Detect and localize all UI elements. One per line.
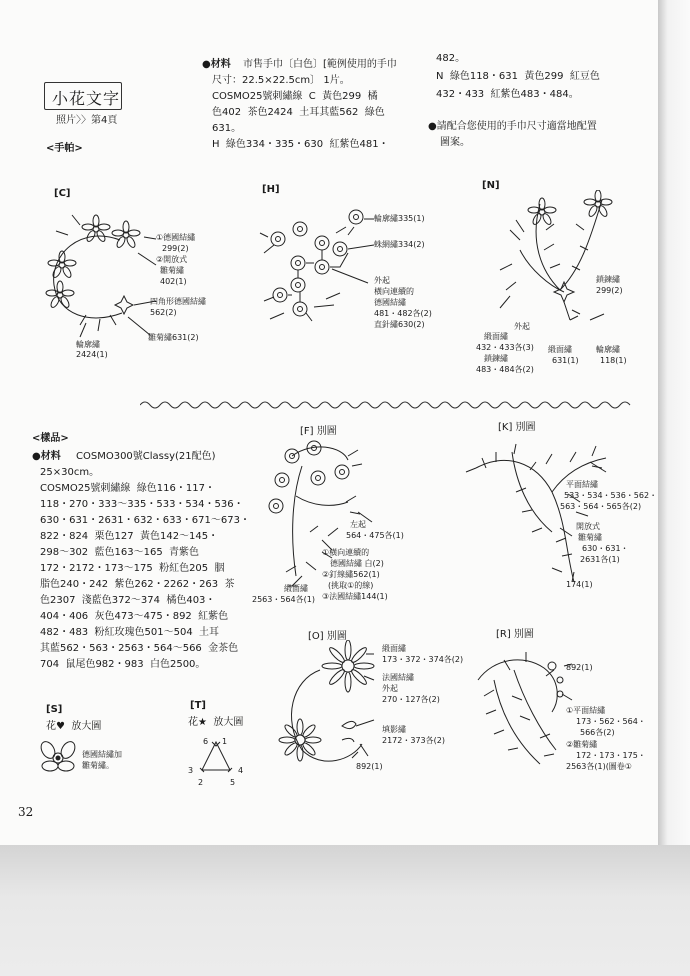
c-ann-5b: 2424(1) — [76, 350, 108, 359]
h-ann-3c: 德國結繡 — [374, 298, 406, 307]
r-ann-2: ①平面結繡 — [566, 706, 606, 715]
o-ann-2: 法國結繡 — [382, 673, 414, 682]
c-ann-2c: 402(1) — [160, 277, 187, 286]
materials-label: ●材料 — [202, 59, 231, 70]
diagram-k-label: [K] 別圖 — [498, 422, 536, 433]
sample-line-7: 298～302 藍色163～165 青紫色 — [40, 547, 200, 558]
f-ann-4: ③法國結繡144(1) — [322, 592, 388, 601]
o-ann-1: 緞面繡 — [382, 644, 406, 653]
f-ann-5: 緞面繡 — [284, 584, 308, 593]
page-number: 32 — [18, 805, 34, 819]
sample-line-6: 822・824 栗色127 黃色142～145・ — [40, 531, 219, 542]
sample-line-1: COSMO300號Classy(21配色) — [76, 451, 216, 462]
page-title: 小花文字 — [52, 89, 121, 108]
o-ann-3: 填影繡 — [382, 725, 406, 734]
n-ann-1b: 299(2) — [596, 286, 623, 295]
r-ann-3b: 172・173・175・ — [576, 751, 646, 760]
f-ann-2: ①橫向連續的 — [322, 548, 370, 557]
diagram-h-drawing — [250, 205, 390, 345]
t-num-4: 4 — [238, 766, 244, 775]
c-ann-5: 輪廓繡 — [76, 340, 100, 349]
s-ann-1b: 雛菊繡。 — [82, 761, 114, 770]
c-ann-4: 雛菊繡631(2) — [148, 333, 199, 342]
materials-line-1: 市售手巾〔白色〕[範例使用的手巾 — [243, 59, 397, 70]
c-ann-2: ②開放式 — [156, 255, 188, 264]
k-ann-2: 開放式 — [576, 522, 600, 531]
sample-line-9: 脂色240・242 紫色262・2262・263 茶 — [40, 579, 235, 590]
h-ann-2: 蛛網繡334(2) — [374, 240, 425, 249]
n-ann-1: 鎖鍊繡 — [596, 275, 620, 284]
placement-note: ●請配合您使用的手巾尺寸適當地配置 — [428, 121, 597, 132]
materials-right-line-3: 432・433 紅紫色483・484。 — [436, 89, 579, 100]
sample-line-11: 404・406 灰色473～475・892 紅紫色 — [40, 611, 229, 622]
t-num-1: 1 — [222, 737, 228, 746]
h-ann-3e: 直針繡630(2) — [374, 320, 425, 329]
diagram-t-label: [T] — [190, 700, 206, 711]
c-ann-1: ①德國結繡 — [156, 233, 196, 242]
diagram-k-drawing — [456, 432, 636, 592]
r-ann-3c: 2563各(1)(圖卷① — [566, 762, 632, 771]
placement-note-2: 圖案。 — [440, 137, 470, 148]
diagram-n-drawing — [480, 190, 630, 340]
h-ann-1: 輪廓繡335(1) — [374, 214, 425, 223]
f-ann-5b: 2563・564各(1) — [252, 595, 315, 604]
r-ann-3: ②雛菊繡 — [566, 740, 598, 749]
diagram-h-label: [H] — [262, 184, 280, 195]
diagram-r-label: [R] 別圖 — [496, 629, 534, 640]
scan-background — [0, 845, 690, 976]
materials-line-3: COSMO25號刺繡線 C 黃色299 橘 — [212, 91, 378, 102]
o-ann-2c: 270・127各(2) — [382, 695, 440, 704]
r-ann-2c: 566各(2) — [580, 728, 615, 737]
sample-line-12: 482・483 粉紅玫瑰色501～504 土耳 — [40, 627, 220, 638]
c-ann-2b: 雛菊繡 — [160, 266, 184, 275]
n-ann-3: 緞面繡 — [548, 345, 572, 354]
f-ann-2b: 德國結繡 白(2) — [330, 559, 384, 568]
materials-line-6: H 綠色334・335・630 紅紫色481・ — [212, 139, 389, 150]
k-ann-2d: 2631各(1) — [580, 555, 620, 564]
diagram-o-label: [O] 別圖 — [308, 631, 347, 642]
sample-line-8: 172・2172・173～175 粉紅色205 胭 — [40, 563, 225, 574]
n-ann-4b: 118(1) — [600, 356, 627, 365]
t-num-6: 6 — [203, 737, 209, 746]
diagram-s-subtitle: 花♥ 放大圖 — [46, 721, 102, 732]
diagram-n-label: [N] — [482, 180, 500, 191]
page-edge-shadow — [658, 0, 690, 976]
o-ann-4: 892(1) — [356, 762, 383, 771]
section-heading-handkerchief: <手帕> — [46, 143, 83, 154]
o-ann-1b: 173・372・374各(2) — [382, 655, 464, 664]
h-ann-3b: 橫向連續的 — [374, 287, 414, 296]
materials-right-line-1: 482。 — [436, 53, 466, 64]
n-ann-2d: 鎖鍊繡 — [484, 354, 508, 363]
f-ann-3b: (挑取①的線) — [328, 581, 374, 590]
materials-line-2: 尺寸：22.5×22.5cm〕 1片。 — [212, 75, 350, 86]
materials-right-line-2: N 綠色118・631 黃色299 紅豆色 — [436, 71, 600, 82]
c-ann-3: 四角形德國結繡 — [150, 297, 206, 306]
n-ann-2c: 432・433各(3) — [476, 343, 534, 352]
n-ann-2b: 緞面繡 — [484, 332, 508, 341]
r-ann-2b: 173・562・564・ — [576, 717, 646, 726]
t-num-2: 2 — [198, 778, 204, 787]
n-ann-2: 外起 — [514, 322, 530, 331]
diagram-s-label: [S] — [46, 704, 63, 715]
sample-heading: <樣品> — [32, 433, 69, 444]
sample-materials-label: ●材料 — [32, 451, 61, 462]
sample-line-4: 118・270・333～335・533・534・536・ — [40, 499, 244, 510]
n-ann-3b: 631(1) — [552, 356, 579, 365]
sample-line-14: 704 鼠尾色982・983 白色2500。 — [40, 659, 206, 670]
f-ann-1: 左起 — [350, 520, 366, 529]
diagram-o-drawing — [272, 640, 392, 780]
heart-flower-drawing — [38, 738, 82, 778]
k-ann-2b: 雛菊繡 — [578, 533, 602, 542]
s-ann-1: 德國結繡加 — [82, 750, 122, 759]
f-ann-3: ②釘線繡562(1) — [322, 570, 380, 579]
r-ann-1: 892(1) — [566, 663, 593, 672]
diagram-c-drawing — [40, 195, 210, 355]
diagram-t-subtitle: 花★ 放大圖 — [188, 717, 244, 728]
k-ann-1c: 563・564・565各(2) — [560, 502, 642, 511]
n-ann-4: 輪廓繡 — [596, 345, 620, 354]
k-ann-3: 174(1) — [566, 580, 593, 589]
c-ann-1b: 299(2) — [162, 244, 189, 253]
t-num-3: 3 — [188, 766, 194, 775]
sample-line-10: 色2307 淺藍色372～374 橘色403・ — [40, 595, 216, 606]
k-ann-1: 平面結繡 — [566, 480, 598, 489]
k-ann-2c: 630・631・ — [582, 544, 629, 553]
sample-line-2: 25×30cm。 — [40, 467, 100, 478]
o-ann-3b: 2172・373各(2) — [382, 736, 445, 745]
sample-line-3: COSMO25號刺繡線 綠色116・117・ — [40, 483, 215, 494]
diagram-c-label: [C] — [54, 188, 71, 199]
wavy-divider — [140, 398, 640, 412]
o-ann-2b: 外起 — [382, 684, 398, 693]
h-ann-3d: 481・482各(2) — [374, 309, 432, 318]
materials-line-4: 色402 茶色2424 土耳其藍562 綠色 — [212, 107, 385, 118]
photo-reference: 照片〉〉第4頁 — [56, 115, 118, 126]
f-ann-1b: 564・475各(1) — [346, 531, 404, 540]
materials-line-5: 631。 — [212, 123, 242, 134]
diagram-f-label: [F] 別圖 — [300, 426, 337, 437]
sample-line-13: 其藍562・563・2563・564～566 金茶色 — [40, 643, 239, 654]
h-ann-3: 外起 — [374, 276, 390, 285]
n-ann-2e: 483・484各(2) — [476, 365, 534, 374]
t-num-5: 5 — [230, 778, 236, 787]
c-ann-3b: 562(2) — [150, 308, 177, 317]
k-ann-1b: 533・534・536・562・ — [564, 491, 658, 500]
diagram-r-drawing — [464, 640, 574, 780]
sample-line-5: 630・631・2631・632・633・671～673・ — [40, 515, 250, 526]
